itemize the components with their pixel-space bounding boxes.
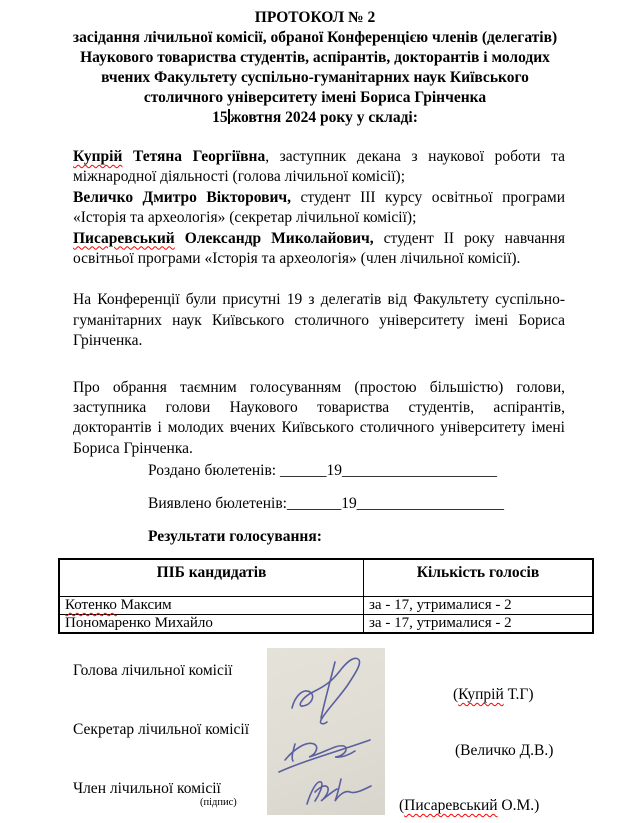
ballots-found-line: Виявлено бюлетенів:_______19___________________ <box>148 495 504 512</box>
member-name-bold: Тетяна Георгіївна <box>122 148 266 165</box>
paren: ( <box>453 686 459 703</box>
misspelled-word: Купрій <box>73 148 123 165</box>
member-name-bold: Олександр Миколайович, <box>174 229 374 247</box>
name-initials: О.М.) <box>497 797 540 814</box>
title-line: ПРОТОКОЛ № 2 <box>254 9 376 26</box>
misspelled-word: Купрій <box>458 686 504 703</box>
title-line: Наукового товариства студентів, аспірантів, докторантів і молодих <box>80 49 550 66</box>
signature-name-member <box>399 797 539 815</box>
document-title <box>0 0 630 128</box>
title-line: засідання лічильної комісії, обраної Конференцією членів (делегатів) <box>72 29 558 46</box>
candidate-name: Пономаренко Михайло <box>65 615 213 631</box>
handwritten-signatures-drawing <box>267 648 385 815</box>
table-header-candidates: ПІБ кандидатів <box>59 559 364 597</box>
signature-section <box>0 645 630 823</box>
commission-member-secretary <box>73 188 569 229</box>
table-row <box>59 597 593 615</box>
results-table-header <box>59 559 593 597</box>
name-initials: Величко Д.В.) <box>460 742 554 759</box>
candidate-name: Максим <box>116 597 172 613</box>
candidate-name-cell <box>59 597 364 615</box>
date-after-caret: жовтня 2024 року у складі: <box>230 109 418 126</box>
member-name-bold: Величко Дмитро Вікторович, <box>73 188 292 206</box>
member-description: студент II року навчання освітньої програми «Історія та археологія» (член лічильної комісії). <box>73 229 569 268</box>
commission-member-chair <box>73 147 569 188</box>
signature-note: (підпис) <box>200 797 237 808</box>
votes-cell: за - 17, утрималися - 2 <box>364 615 594 634</box>
member-description: , заступник декана з наукової роботи та міжнародної діяльності (голова лічильної комісії); <box>73 148 569 186</box>
table-header-votes: Кількість голосів <box>364 559 594 597</box>
results-heading: Результати голосування: <box>148 528 322 545</box>
signature-name-secretary <box>455 742 553 760</box>
candidate-name-cell <box>59 615 364 634</box>
votes-cell: за - 17, утрималися - 2 <box>364 597 594 615</box>
commission-member-regular <box>73 229 569 270</box>
table-row <box>59 615 593 634</box>
misspelled-word: Писаревський <box>73 229 175 247</box>
title-line: столичного університету імені Бориса Грінченка <box>143 89 487 106</box>
signature-role-chair: Голова лічильної комісії <box>73 662 233 679</box>
attendance-paragraph: На Конференції були присутні 19 з делегатів від Факультету суспільно-гуманітарних наук Київського столичного університету імені Бориса Грінченка. <box>73 291 565 350</box>
title-line: вчених Факультету суспільно-гуманітарних наук Київського <box>101 69 529 86</box>
document-body <box>73 147 569 459</box>
misspelled-word: Писаревський <box>404 797 498 814</box>
signature-image <box>267 648 385 815</box>
name-initials: Т.Г) <box>503 686 534 703</box>
paren: ( <box>399 797 405 814</box>
signature-role-member: Член лічильної комісії <box>73 780 221 797</box>
signature-name-chair <box>453 686 534 704</box>
table-header-row <box>59 559 593 597</box>
date-before-caret: 15 <box>212 109 228 126</box>
misspelled-word: Котенко <box>65 597 117 613</box>
paren: ( <box>455 742 461 759</box>
signature-role-secretary: Секретар лічильної комісії <box>73 721 250 738</box>
commission-members-paragraph <box>73 147 569 269</box>
member-description: студент III курсу освітньої програми «Історія та археологія» (секретар лічильної комісії); <box>73 188 569 227</box>
title-date-line <box>0 108 630 128</box>
ballots-issued-line: Роздано бюлетенів: ______19____________________ <box>148 462 497 479</box>
results-table <box>58 558 594 634</box>
agenda-paragraph: Про обрання таємним голосуванням (простою більшістю) голови, заступника голови Наукового товариства студентів, аспірантів, докторантів і молодих вчених Київського столичного університету імені Бориса Грінченка. <box>73 378 565 457</box>
